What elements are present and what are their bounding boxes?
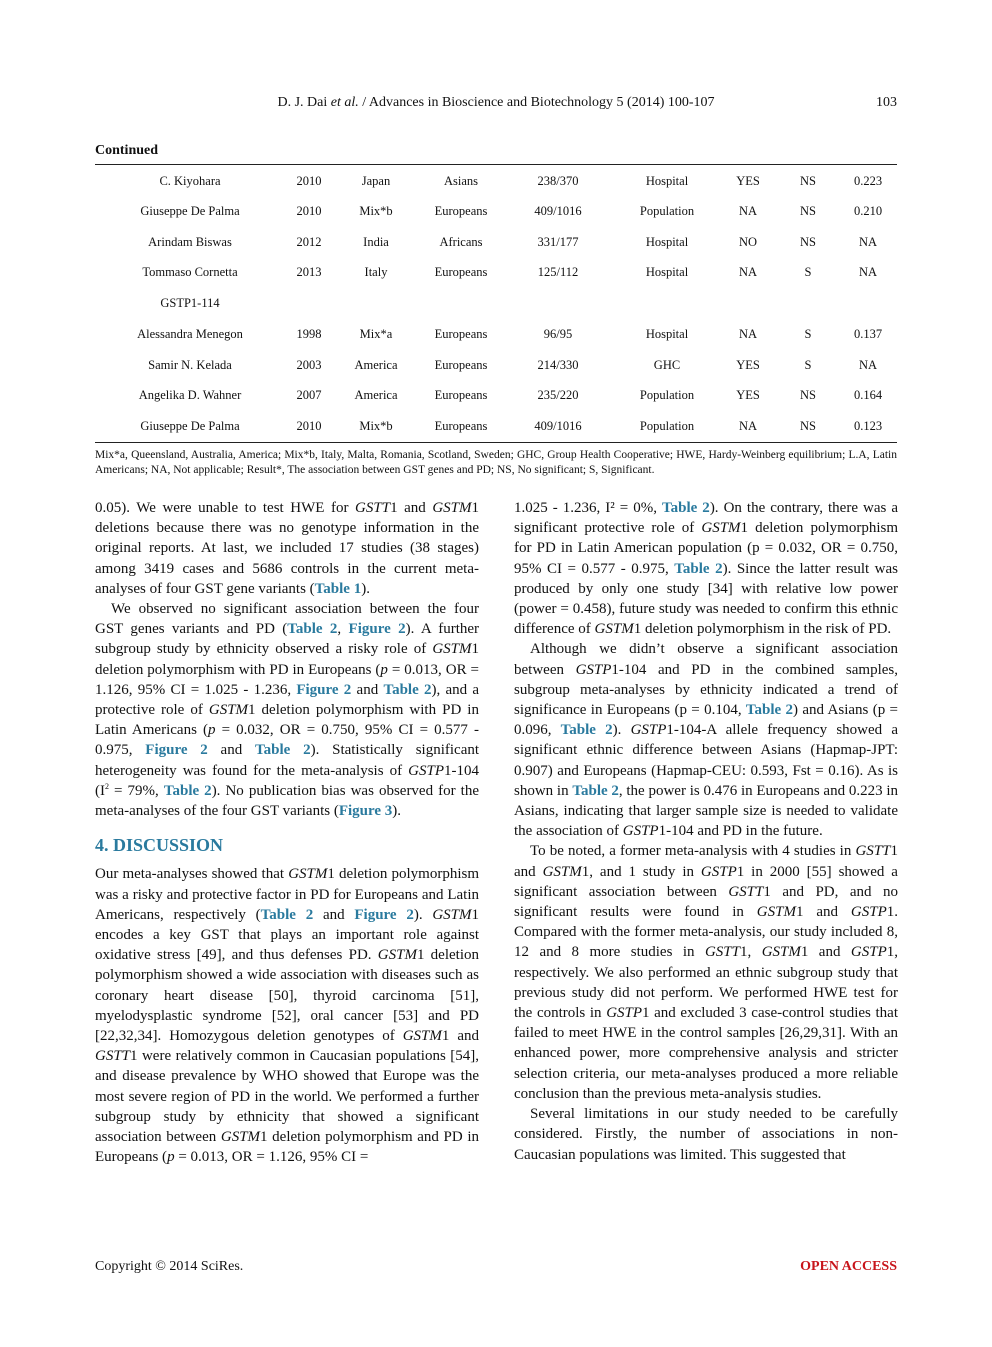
- table-cell: 2013: [296, 265, 322, 279]
- table-cell: YES: [736, 358, 760, 372]
- table-cell: 409/1016: [534, 419, 582, 433]
- body-paragraph: We observed no significant association between the four GST genes variants and PD (Table 2, Figure 2). A further subgroup study by ethnicity observed a risky role of GSTM1 deletion polymorphism with PD in Europeans (p = 0.013, OR = 1.126, 95% CI = 1.025 - 1.236, Figure 2 and Table 2), and a protective role of GSTM1 deletion polymorphism with PD in Latin Americans (p = 0.032, OR = 0.750, 95% CI = 0.577 - 0.975, Figure 2 and Table 2). Statistically significant heterogeneity was found for the meta-analysis of GSTP1-104 ($I^2 = 79\%$, Table 2). No publication bias was observed for the meta-analyses of the four GST variants (Figure 3).: [95, 601, 480, 820]
- table-link[interactable]: Table 2: [163, 782, 212, 799]
- table-cell: Arindam Biswas: [148, 235, 232, 249]
- table-cell: Asians: [443, 174, 479, 188]
- table-cell: 2007: [296, 388, 322, 402]
- table-link[interactable]: Table 2: [572, 782, 619, 799]
- body-paragraph: Our meta-analyses showed that GSTM1 deletion polymorphism was a risky and protective factor in PD for Europeans and Latin Americans, respectively (Table 2 and Figure 2). GSTM1 encodes a key GST that plays an important role against oxidative stress [49], and thus defenses PD. GSTM1 deletion polymorphism showed a wide association with diseases such as coronary heart disease [50], thyroid carcinoma [51], myelodysplastic syndrome [52], oral cancer [53] and PD [22,32,34]. Homozygous deletion genotypes of GSTM1 and GSTT1 were relatively common in Caucasian populations [54], and disease prevalence by WHO showed that Europe was the most severe region of PD in the world. We performed a further subgroup study by ethnicity that showed a significant association between GSTM1 deletion polymorphism and PD in Europeans (p = 0.013, OR = 1.126, 95% CI =: [95, 866, 480, 1166]
- table-row: [95, 419, 897, 449]
- body-paragraph: Several limitations in our study needed to be carefully considered. Firstly, the number of associations in non-Caucasian populations was limited. This suggested that: [514, 1106, 898, 1163]
- table-cell: Alessandra Menegon: [137, 327, 243, 341]
- running-head: D. J. Dai et al. / Advances in Bioscience and Biotechnology 5 (2014) 100-107: [277, 95, 715, 110]
- table-cell: India: [363, 235, 389, 249]
- table-cell: Hospital: [645, 235, 689, 249]
- table-cell: Europeans: [434, 327, 488, 341]
- figure-link[interactable]: Figure 2: [348, 621, 406, 638]
- figure-link[interactable]: Figure 2: [145, 742, 208, 759]
- table-cell: NO: [738, 235, 758, 249]
- table-cell: America: [354, 358, 398, 372]
- left-column: [95, 498, 479, 1168]
- table-cell: S: [804, 265, 812, 279]
- table-cell: NA: [858, 235, 878, 249]
- figure-link[interactable]: Figure 2: [354, 906, 414, 923]
- table-cell: 409/1016: [534, 204, 582, 218]
- table-cell: NA: [858, 265, 878, 279]
- table-cell: NS: [800, 235, 816, 249]
- table-cell: Europeans: [434, 204, 488, 218]
- table-cell: Italy: [364, 265, 388, 279]
- table-cell: NA: [738, 204, 758, 218]
- table-cell: NA: [738, 419, 758, 433]
- table-cell: 2010: [296, 174, 322, 188]
- table-link[interactable]: Table 2: [287, 621, 338, 638]
- section-heading: 4. DISCUSSION: [95, 835, 224, 856]
- table-cell: YES: [736, 388, 760, 402]
- table-cell: S: [804, 327, 812, 341]
- table-cell: 238/370: [537, 174, 579, 188]
- table-cell: Angelika D. Wahner: [138, 388, 242, 402]
- table-cell: 0.210: [853, 204, 883, 218]
- table-link[interactable]: Table 2: [745, 702, 794, 719]
- table-link[interactable]: Table 2: [560, 722, 613, 739]
- table-link[interactable]: Table 2: [674, 560, 723, 577]
- body-paragraph: 0.05). We were unable to test HWE for GSTT1 and GSTM1 deletions because there was no genotype information in the original reports. At last, we included 17 studies (38 stages) among 3419 cases and 5686 controls in the current meta-analyses of four GST gene variants (Table 1).: [95, 500, 479, 597]
- table-cell: C. Kiyohara: [159, 174, 221, 188]
- table-cell: Hospital: [645, 265, 689, 279]
- table-cell: Hospital: [645, 327, 689, 341]
- table-link[interactable]: Table 2: [662, 500, 710, 516]
- table-cell: YES: [736, 174, 760, 188]
- table-cell: NS: [800, 204, 816, 218]
- body-paragraph: To be noted, a former meta-analysis with 4 studies in GSTT1 and GSTM1, and 1 study in GSTP1 in 2000 [55] showed a significant association between GSTT1 and PD, and no significant results were found in GSTM1 and GSTP1. Compared with the former meta-analysis, our study included 8, 12 and 8 more studies in GSTT1, GSTM1 and GSTP1, respectively. We also performed an ethnic subgroup study that previous study did not perform. We performed HWE test for the controls in GSTP1 and excluded 3 case-control studies that failed to meet HWE in the control samples [26,29,31]. With an enhanced power, more comprehensive analysis and stricter selection criteria, our meta-analyses produced a more reliable conclusion than the previous meta-analysis studies.: [514, 843, 898, 1102]
- figure-link[interactable]: Figure 2: [296, 681, 352, 698]
- table-cell: Mix*b: [359, 204, 393, 218]
- table-cell: NA: [738, 265, 758, 279]
- table-cell: 125/112: [537, 265, 579, 279]
- table-cell: Population: [639, 419, 695, 433]
- table-cell: NA: [738, 327, 758, 341]
- table-link[interactable]: Table 2: [255, 742, 311, 759]
- table-row: [95, 265, 897, 295]
- table-link[interactable]: Table 2: [383, 681, 432, 698]
- body-paragraph: 1.025 - 1.236, I² = 0%, Table 2). On the contrary, there was a significant protective role of GSTM1 deletion polymorphism for PD in Latin American population (p = 0.032, OR = 0.750, 95% CI = 0.577 - 0.975, Table 2). Since the latter result was produced by only one study [34] with relative low power (power = 0.458), future study was needed to confirm this ethnic difference of GSTM1 deletion polymorphism in the risk of PD.: [514, 500, 898, 638]
- table-link[interactable]: Table 1: [314, 580, 362, 597]
- table-cell: Europeans: [434, 419, 488, 433]
- table-row: [95, 174, 897, 204]
- table-cell: 1998: [296, 327, 322, 341]
- table-cell: Tommaso Cornetta: [142, 265, 238, 279]
- table-cell: NA: [858, 358, 878, 372]
- table-cell: 0.123: [853, 419, 883, 433]
- body-paragraph: Although we didn’t observe a significant association between GSTP1-104 and PD in the combined samples, subgroup meta-analyses by ethnicity indicated a trend of significance in Europeans (p = 0.104, Table 2) and Asians (p = 0.096, Table 2). GSTP1-104-A allele frequency showed a significant ethnic difference between Asians (Hapmap-JPT: 0.907) and Europeans (Hapmap-CEU: 0.593, Fst = 0.16). As is shown in Table 2, the power is 0.476 in Europeans and 0.223 in Asians, indicating that larger sample size is needed to validate the association of GSTP1-104 and PD in the future.: [514, 641, 899, 840]
- table-footnote: Mix*a, Queensland, Australia, America; Mix*b, Italy, Malta, Romania, Scotland, Sweden; GHC, Group Health Cooperative; HWE, Hardy-Weinberg equilibrium; L.A, Latin Americans; NA, Not applicable; Result*, The association between GST genes and PD; NS, No significant; S, Significant.: [95, 449, 897, 476]
- table-cell: Mix*a: [359, 327, 393, 341]
- table-cell: Samir N. Kelada: [148, 358, 232, 372]
- table-cell: Africans: [439, 235, 483, 249]
- table-cell: Europeans: [434, 358, 488, 372]
- table-cell: Europeans: [434, 388, 488, 402]
- table-cell: 2003: [296, 358, 322, 372]
- right-column: [514, 498, 898, 1165]
- table-cell: Japan: [361, 174, 391, 188]
- table-cell: 2010: [296, 204, 322, 218]
- table-cell: Giuseppe De Palma: [140, 204, 240, 218]
- table-row: [95, 235, 897, 265]
- table-row: [95, 204, 897, 234]
- table-cell: S: [804, 358, 812, 372]
- table-cell: NS: [800, 388, 816, 402]
- open-access-label: OPEN ACCESS: [800, 1259, 897, 1274]
- table-cell: 331/177: [537, 235, 579, 249]
- table-cell: 2012: [296, 235, 322, 249]
- table-group-row: [95, 296, 897, 326]
- table-row: [95, 358, 897, 388]
- table-cell: 0.137: [853, 327, 883, 341]
- table-cell: Population: [639, 204, 695, 218]
- figure-link[interactable]: Figure 3: [338, 803, 393, 820]
- table-cell: Europeans: [434, 265, 488, 279]
- table-cell: Mix*b: [359, 419, 393, 433]
- table-cell: NS: [800, 174, 816, 188]
- copyright-notice: Copyright © 2014 SciRes.: [95, 1259, 244, 1274]
- table-row: [95, 388, 897, 418]
- table-cell: Hospital: [645, 174, 689, 188]
- table-group-label: GSTP1-114: [160, 296, 220, 310]
- table-cell: 2010: [296, 419, 322, 433]
- table-cell: 0.164: [853, 388, 883, 402]
- table-cell: America: [354, 388, 398, 402]
- table-cell: 0.223: [853, 174, 883, 188]
- table-cell: GHC: [653, 358, 681, 372]
- table-bottom-rule: [95, 442, 897, 443]
- page-number: 103: [876, 95, 897, 110]
- table-cell: Population: [639, 388, 695, 402]
- table-top-rule: [95, 164, 897, 165]
- table-cell: 235/220: [537, 388, 579, 402]
- table-cell: 96/95: [543, 327, 573, 341]
- table-link[interactable]: Table 2: [260, 906, 314, 923]
- table-cell: Giuseppe De Palma: [140, 419, 240, 433]
- table-cell: NS: [800, 419, 816, 433]
- table-cell: 214/330: [537, 358, 579, 372]
- table-continued-label: Continued: [95, 143, 159, 158]
- table-row: [95, 327, 897, 357]
